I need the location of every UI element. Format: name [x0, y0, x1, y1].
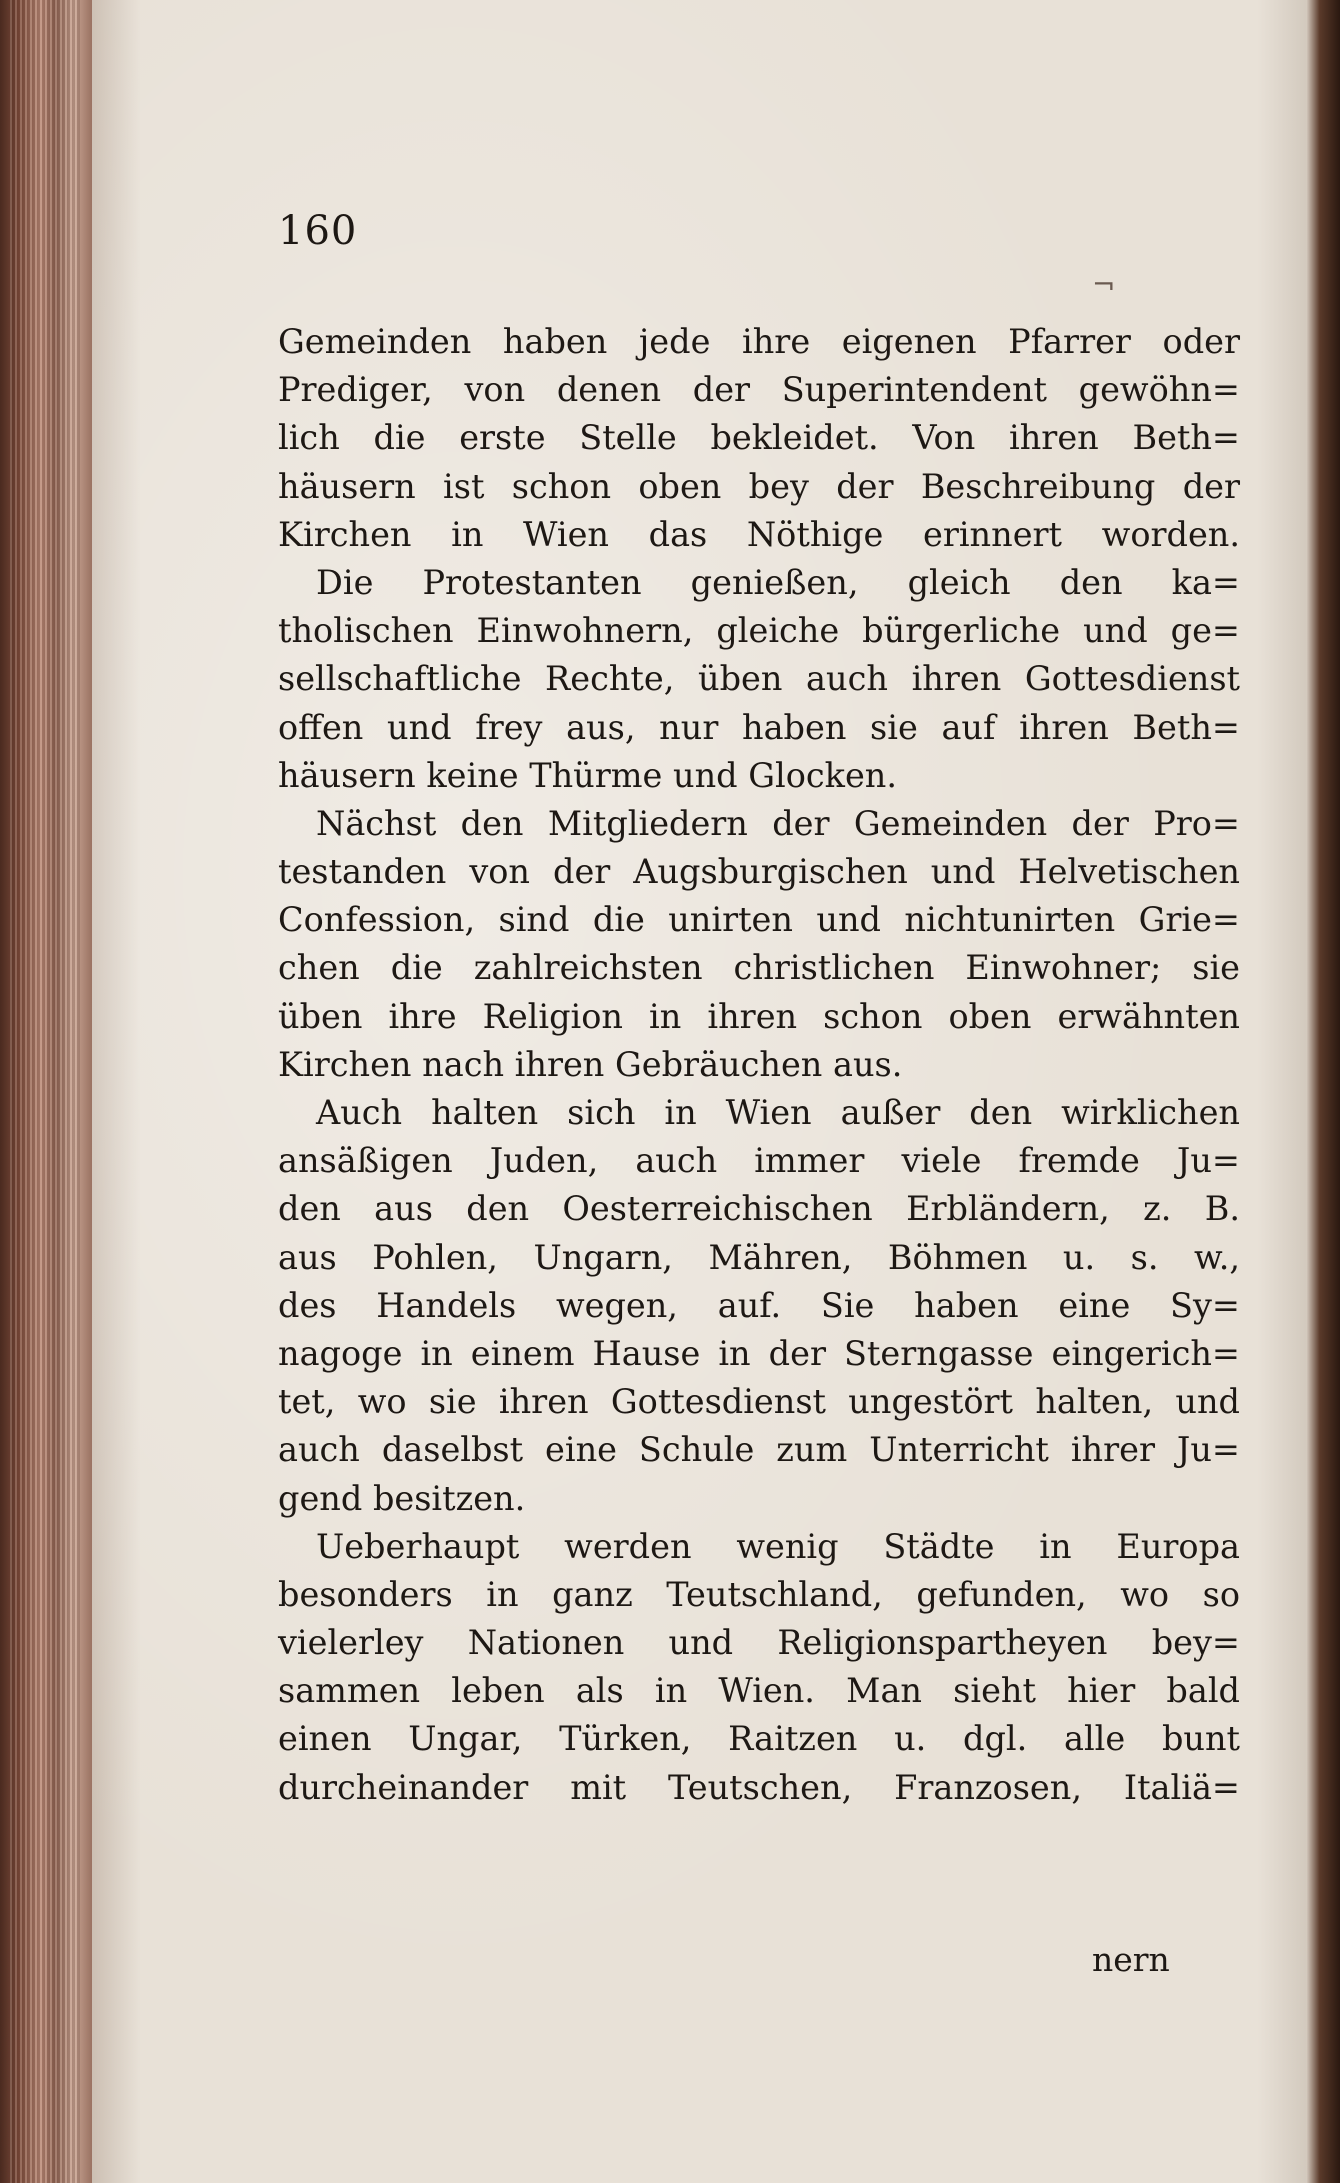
text-line: einen Ungar, Türken, Raitzen u. dgl. alle bunt: [278, 1719, 1240, 1759]
text-line: besonders in ganz Teutschland, gefunden, wo so: [278, 1574, 1240, 1614]
text-line: testanden von der Augsburgischen und Helvetischen: [278, 852, 1240, 892]
text-line: Kirchen in Wien das Nöthige erinnert worden.: [278, 514, 1240, 554]
page-stack-lines: [10, 0, 80, 2183]
text-line: gend besitzen.: [278, 1478, 526, 1518]
text-line: Die Protestanten genießen, gleich den ka=: [316, 562, 1240, 602]
text-line: sammen leben als in Wien. Man sieht hier bald: [278, 1671, 1240, 1711]
text-line: Gemeinden haben jede ihre eigenen Pfarrer oder: [278, 322, 1240, 361]
text-line: häusern ist schon oben bey der Beschreibung der: [278, 466, 1240, 506]
text-line: aus Pohlen, Ungarn, Mähren, Böhmen u. s. w.,: [278, 1237, 1240, 1277]
book-page-edges: [0, 0, 92, 2183]
binding-right-edge: [1306, 0, 1340, 2183]
text-line: sellschaftliche Rechte, üben auch ihren Gottesdienst: [278, 659, 1240, 699]
text-line: vielerley Nationen und Religionspartheyen bey=: [278, 1623, 1240, 1663]
text-line: Auch halten sich in Wien außer den wirklichen: [316, 1093, 1240, 1132]
catchword: nern: [1092, 1940, 1170, 1979]
text-line: Ueberhaupt werden wenig Städte in Europa: [316, 1526, 1240, 1566]
stray-mark: ¬: [1092, 268, 1116, 301]
text-line: Kirchen nach ihren Gebräuchen aus.: [278, 1044, 903, 1084]
text-line: Confession, sind die unirten und nichtunirten Grie=: [278, 900, 1240, 940]
text-line: Prediger, von denen der Superintendent gewöhn=: [278, 370, 1240, 410]
body-text: [278, 318, 1240, 1812]
text-line: Nächst den Mitgliedern der Gemeinden der Pro=: [316, 803, 1240, 843]
text-line: durcheinander mit Teutschen, Franzosen, Italiä=: [278, 1767, 1240, 1807]
text-line: den aus den Oesterreichischen Erbländern, z. B.: [278, 1189, 1240, 1229]
text-line: tholischen Einwohnern, gleiche bürgerliche und ge=: [278, 611, 1240, 651]
text-line: tet, wo sie ihren Gottesdienst ungestört halten, und: [278, 1382, 1240, 1422]
text-line: häusern keine Thürme und Glocken.: [278, 755, 898, 795]
text-line: offen und frey aus, nur haben sie auf ihren Beth=: [278, 707, 1240, 747]
text-line: chen die zahlreichsten christlichen Einwohner; sie: [278, 948, 1240, 988]
text-line: lich die erste Stelle bekleidet. Von ihren Beth=: [278, 418, 1240, 458]
page-number: 160: [278, 208, 358, 254]
text-line: auch daselbst eine Schule zum Unterricht ihrer Ju=: [278, 1430, 1240, 1470]
text-line: des Handels wegen, auf. Sie haben eine Sy=: [278, 1285, 1240, 1325]
text-line: üben ihre Religion in ihren schon oben erwähnten: [278, 996, 1240, 1036]
text-line: ansäßigen Juden, auch immer viele fremde Ju=: [278, 1141, 1240, 1181]
text-line: nagoge in einem Hause in der Sterngasse eingerich=: [278, 1333, 1240, 1373]
book-page: [92, 0, 1306, 2183]
